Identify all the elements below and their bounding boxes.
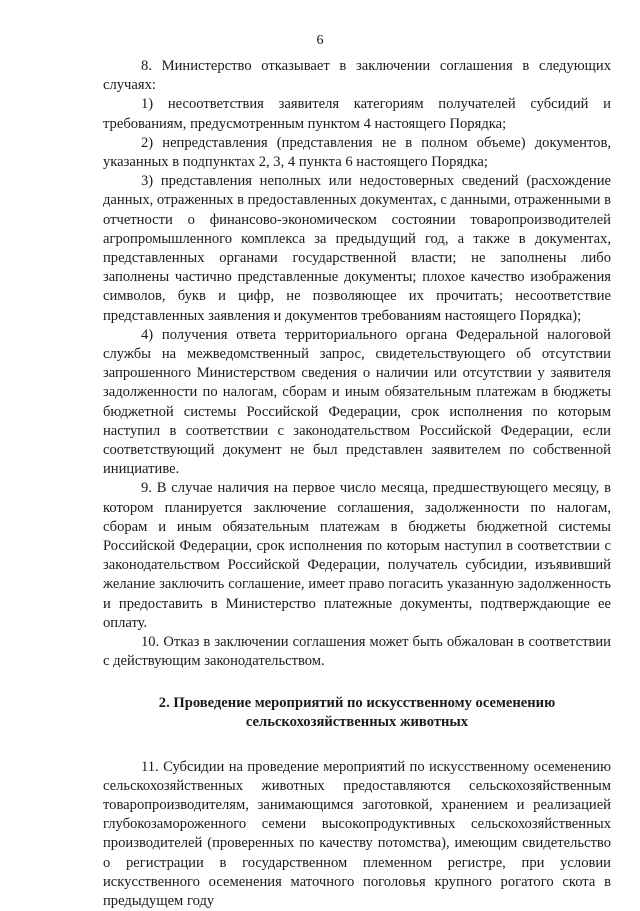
paragraph-10: 10. Отказ в заключении соглашения может быть обжалован в соответствии с действующим законодательством. (103, 633, 611, 671)
document-body (103, 57, 611, 911)
paragraph-8-item-1: 1) несоответствия заявителя категориям получателей субсидий и требованиям, предусмотренным пунктом 4 настоящего Порядка; (103, 95, 611, 133)
paragraph-8: 8. Министерство отказывает в заключении соглашения в следующих случаях: (103, 57, 611, 95)
paragraph-9: 9. В случае наличия на первое число месяца, предшествующего месяцу, в котором планируется заключение соглашения, задолженности по налогам, сборам и иным обязательным платежам в бюджеты бюджетной системы Российской Федерации, срок исполнения по которым наступил в соответствии с законодательством Российской Федерации, получатель субсидии, изъявивший желание заключить соглашение, имеет право погасить указанную задолженность и предоставить в Министерство платежные документы, подтверждающие ее оплату. (103, 479, 611, 633)
section-heading (103, 694, 611, 732)
section-heading-line-2: сельскохозяйственных животных (246, 714, 468, 730)
section-heading-line-1: 2. Проведение мероприятий по искусственному осеменению (159, 695, 555, 711)
paragraph-8-item-3: 3) представления неполных или недостоверных сведений (расхождение данных, отраженных в предоставленных документах, с данными, отраженными в отчетности о финансово-экономическом состоянии товаропроизводителей агропромышленного комплекса за предыдущий год, а также в документах, представленных органами государственной власти; не заполнены либо заполнены частично представленные документы; плохое качество изображения символов, букв и цифр, не позволяющее их прочитать; несоответствие представленных заявления и документов требованиям настоящего Порядка); (103, 172, 611, 326)
paragraph-8-item-4: 4) получения ответа территориального органа Федеральной налоговой службы на межведомственный запрос, свидетельствующего об отсутствии запрошенного Министерством сведения о наличии или отсутствии у заявителя задолженности по налогам, сборам и иным обязательным платежам в бюджеты бюджетной системы Российской Федерации, срок исполнения по которым наступил в соответствии с законодательством Российской Федерации, если соответствующий документ не был представлен заявителем по собственной инициативе. (103, 326, 611, 480)
paragraph-11: 11. Субсидии на проведение мероприятий по искусственному осеменению сельскохозяйственных животных предоставляются сельскохозяйственным товаропроизводителям, занимающимся заготовкой, хранением и реализацией глубокозамороженного семени высокопродуктивных сельскохозяйственных производителей (проверенных по качеству потомства), имеющим свидетельство о регистрации в государственном племенном регистре, при условии искусственного осеменения маточного поголовья крупного рогатого скота в предыдущем году (103, 758, 611, 911)
page-number: 6 (0, 33, 640, 49)
paragraph-8-item-2: 2) непредставления (представления не в полном объеме) документов, указанных в подпунктах 2, 3, 4 пункта 6 настоящего Порядка; (103, 134, 611, 172)
